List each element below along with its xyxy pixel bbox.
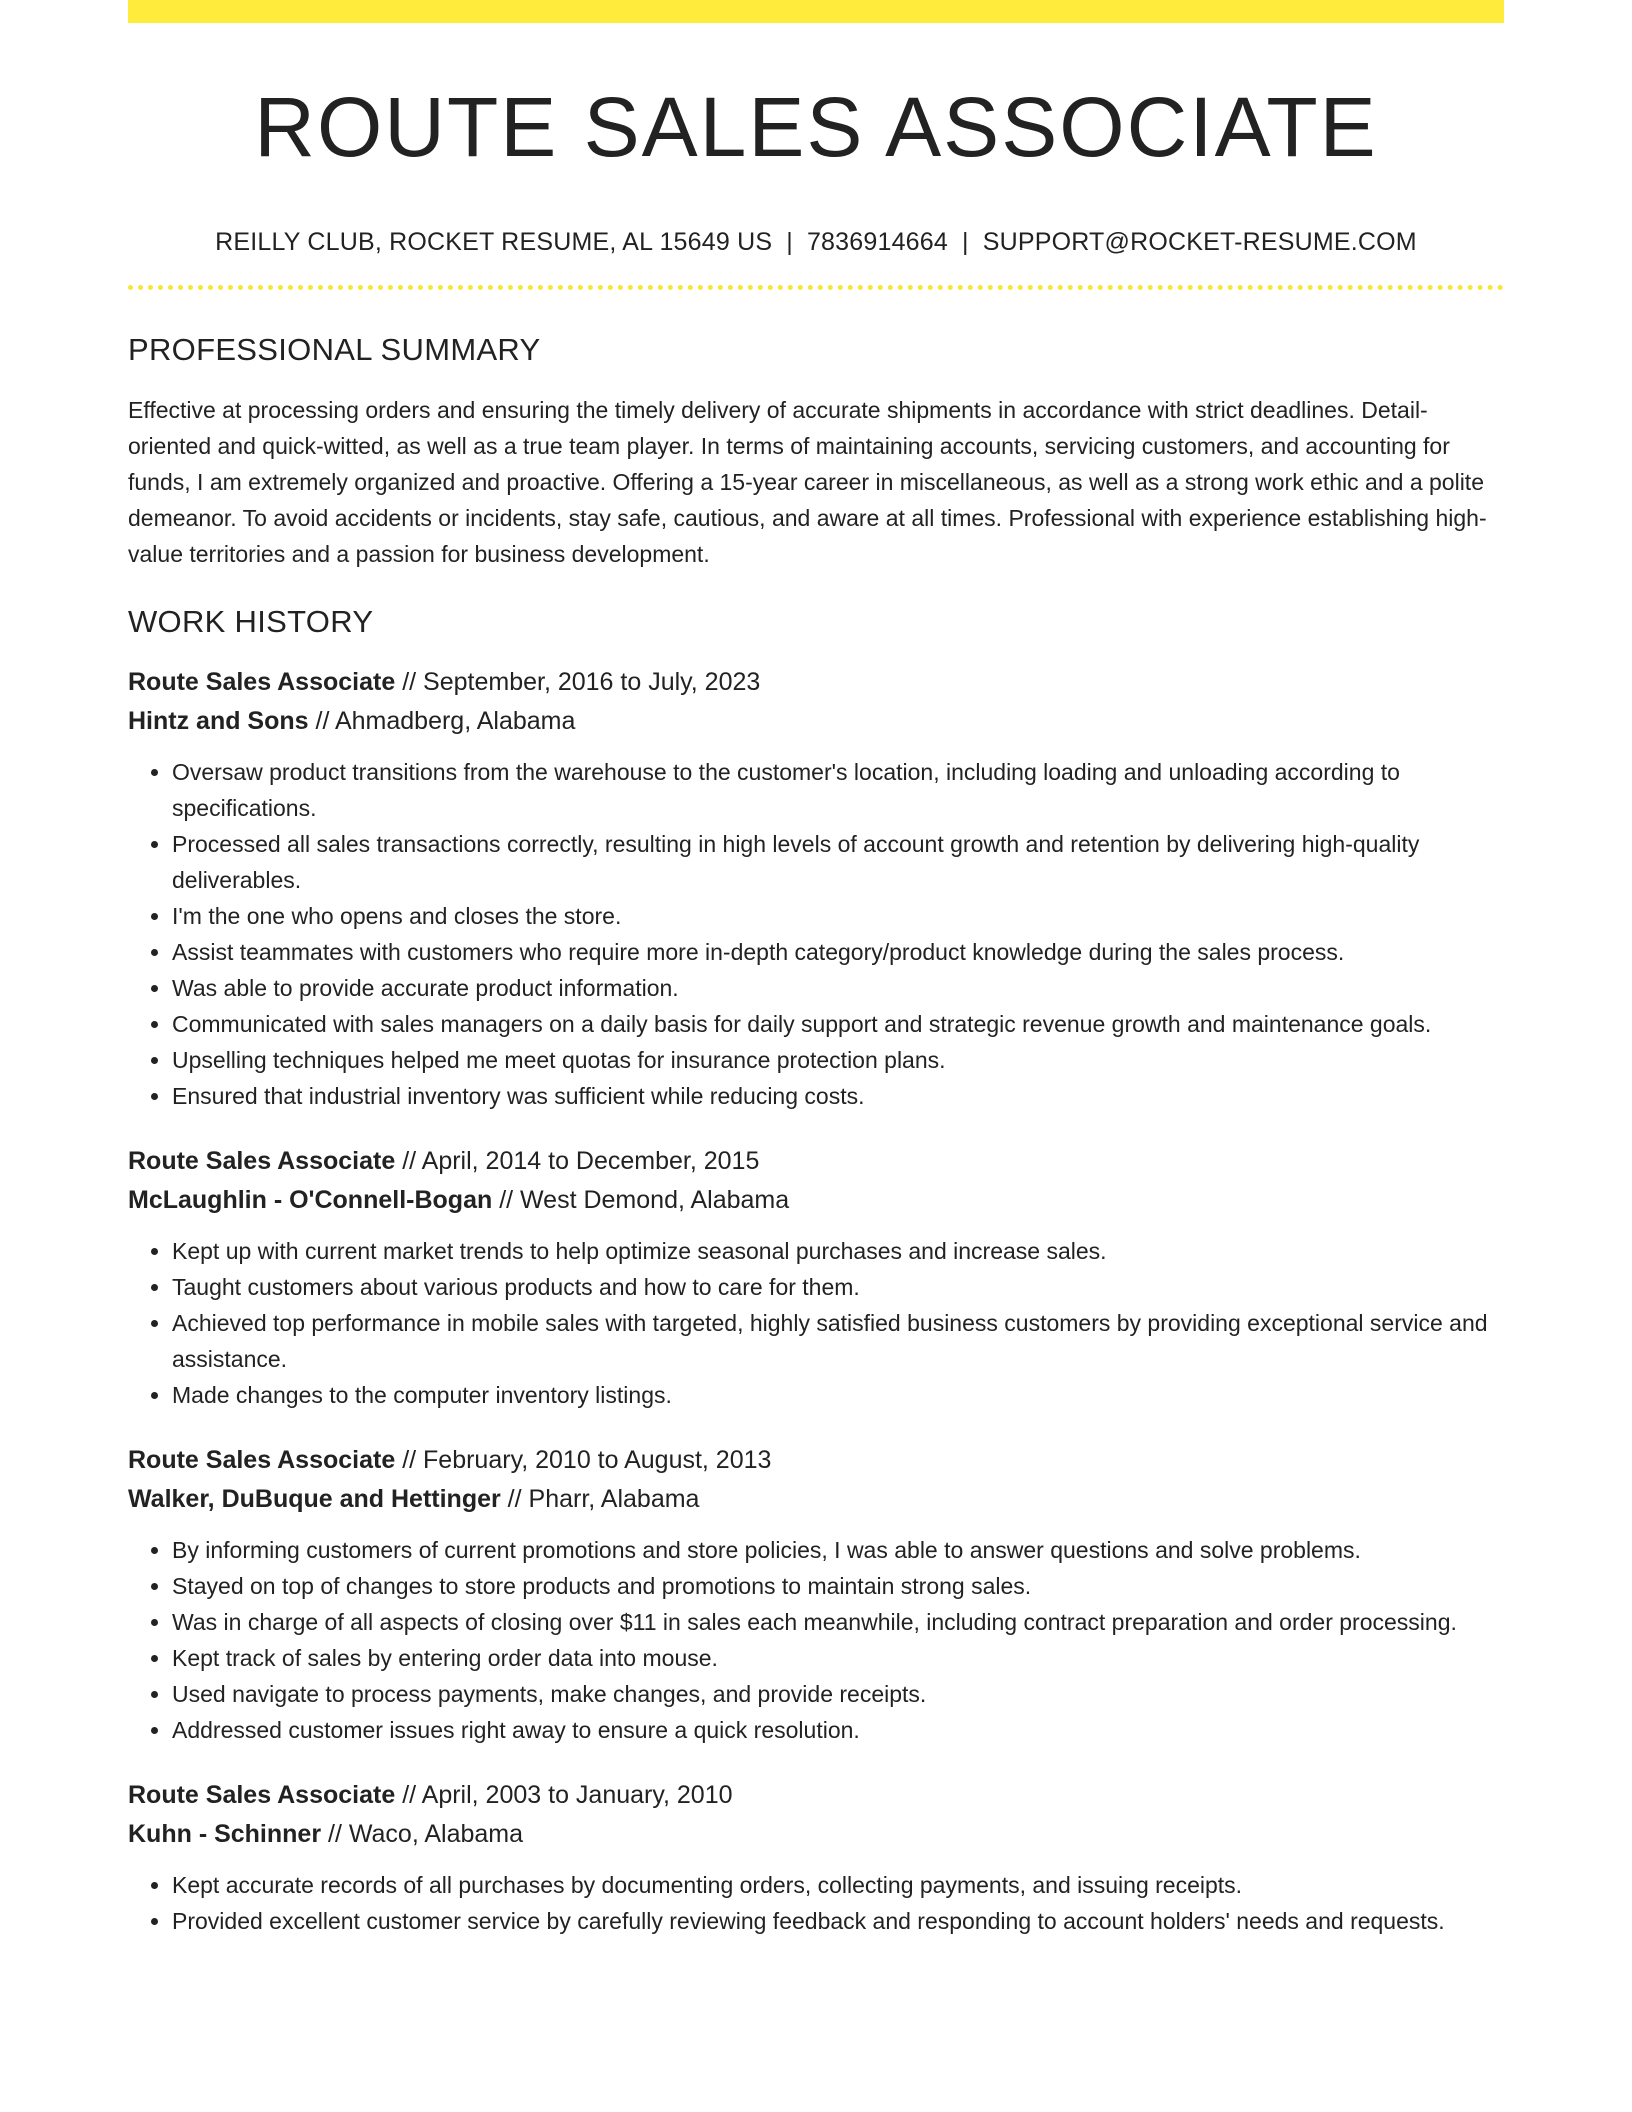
contact-address: REILLY CLUB, ROCKET RESUME, AL 15649 US (215, 228, 773, 256)
job-company-line (128, 702, 1504, 741)
job-bullet: • Taught customers about various products and how to care for them. (172, 1269, 1504, 1305)
job-bullet-list (128, 1233, 1504, 1413)
job-bullet: • By informing customers of current promotions and store policies, I was able to answer questions and solve problems. (172, 1532, 1504, 1568)
contact-email[interactable]: SUPPORT@ROCKET-RESUME.COM (982, 228, 1417, 256)
job-bullet: • Addressed customer issues right away to ensure a quick resolution. (172, 1712, 1504, 1748)
job-company: Walker, DuBuque and Hettinger (128, 1485, 501, 1513)
job-location: // West Demond, Alabama (492, 1186, 790, 1214)
job-entry (128, 1776, 1504, 1939)
job-role-line (128, 663, 1504, 702)
job-company-line (128, 1480, 1504, 1519)
job-bullet: • Processed all sales transactions correctly, resulting in high levels of account growth and retention by delivering high-quality deliverables. (172, 826, 1504, 898)
job-bullet-list (128, 1867, 1504, 1939)
job-bullet: • Achieved top performance in mobile sales with targeted, highly satisfied business customers by providing exceptional service and assistance. (172, 1305, 1504, 1377)
job-entry (128, 1142, 1504, 1413)
job-bullet: • Kept up with current market trends to help optimize seasonal purchases and increase sales. (172, 1233, 1504, 1269)
job-bullet: • Stayed on top of changes to store products and promotions to maintain strong sales. (172, 1568, 1504, 1604)
job-bullet: • Oversaw product transitions from the warehouse to the customer's location, including loading and unloading according to specifications. (172, 754, 1504, 826)
job-company: McLaughlin - O'Connell-Bogan (128, 1186, 493, 1214)
job-bullet: • Communicated with sales managers on a daily basis for daily support and strategic revenue growth and maintenance goals. (172, 1006, 1504, 1042)
job-bullet-list (128, 754, 1504, 1114)
job-location: // Ahmadberg, Alabama (308, 707, 576, 735)
job-bullet: • Was able to provide accurate product information. (172, 970, 1504, 1006)
job-dates: // April, 2014 to December, 2015 (395, 1147, 760, 1175)
job-bullet: • Used navigate to process payments, make changes, and provide receipts. (172, 1676, 1504, 1712)
summary-text: Effective at processing orders and ensuring the timely delivery of accurate shipments in accordance with strict deadlines. Detail-oriented and quick-witted, as well as a true team player. In terms of maintaining accounts, servicing customers, and accounting for funds, I am extremely organized and proactive. Offering a 15-year career in miscellaneous, as well as a strong work ethic and a polite demeanor. To avoid accidents or incidents, stay safe, cautious, and aware at all times. Professional with experience establishing high-value territories and a passion for business development. (128, 397, 1487, 567)
job-bullet: • Kept track of sales by entering order data into mouse. (172, 1640, 1504, 1676)
job-bullet: • Upselling techniques helped me meet quotas for insurance protection plans. (172, 1042, 1504, 1078)
job-role: Route Sales Associate (128, 1781, 396, 1809)
job-dates: // September, 2016 to July, 2023 (395, 668, 761, 696)
job-company: Hintz and Sons (128, 707, 309, 735)
work-history-heading: WORK HISTORY (128, 604, 374, 639)
job-role: Route Sales Associate (128, 668, 396, 696)
job-location: // Waco, Alabama (321, 1820, 524, 1848)
dotted-divider (128, 285, 1504, 290)
job-bullet: • Made changes to the computer inventory listings. (172, 1377, 1504, 1413)
job-bullet: • I'm the one who opens and closes the store. (172, 898, 1504, 934)
job-bullet: • Was in charge of all aspects of closing over $11 in sales each meanwhile, including contract preparation and order processing. (172, 1604, 1504, 1640)
resume-title: ROUTE SALES ASSOCIATE (254, 80, 1378, 174)
contact-line (128, 227, 1504, 257)
contact-separator: | (962, 228, 969, 256)
job-role: Route Sales Associate (128, 1446, 396, 1474)
job-role-line (128, 1776, 1504, 1815)
job-bullet: • Ensured that industrial inventory was sufficient while reducing costs. (172, 1078, 1504, 1114)
job-dates: // April, 2003 to January, 2010 (395, 1781, 733, 1809)
job-bullet: • Kept accurate records of all purchases by documenting orders, collecting payments, and issuing receipts. (172, 1867, 1504, 1903)
resume-page (128, 0, 1504, 1939)
job-company-line (128, 1815, 1504, 1854)
job-entry (128, 1441, 1504, 1748)
summary-heading: PROFESSIONAL SUMMARY (128, 332, 541, 367)
job-entry (128, 663, 1504, 1114)
job-bullet-list (128, 1532, 1504, 1748)
contact-phone[interactable]: 7836914664 (806, 228, 948, 256)
job-location: // Pharr, Alabama (500, 1485, 700, 1513)
job-bullet: • Assist teammates with customers who require more in-depth category/product knowledge during the sales process. (172, 934, 1504, 970)
job-bullet: • Provided excellent customer service by carefully reviewing feedback and responding to account holders' needs and requests. (172, 1903, 1504, 1939)
job-role: Route Sales Associate (128, 1147, 396, 1175)
contact-separator: | (786, 228, 793, 256)
job-dates: // February, 2010 to August, 2013 (395, 1446, 772, 1474)
job-company: Kuhn - Schinner (128, 1820, 322, 1848)
job-role-line (128, 1441, 1504, 1480)
accent-top-bar (128, 0, 1504, 23)
job-role-line (128, 1142, 1504, 1181)
job-company-line (128, 1181, 1504, 1220)
